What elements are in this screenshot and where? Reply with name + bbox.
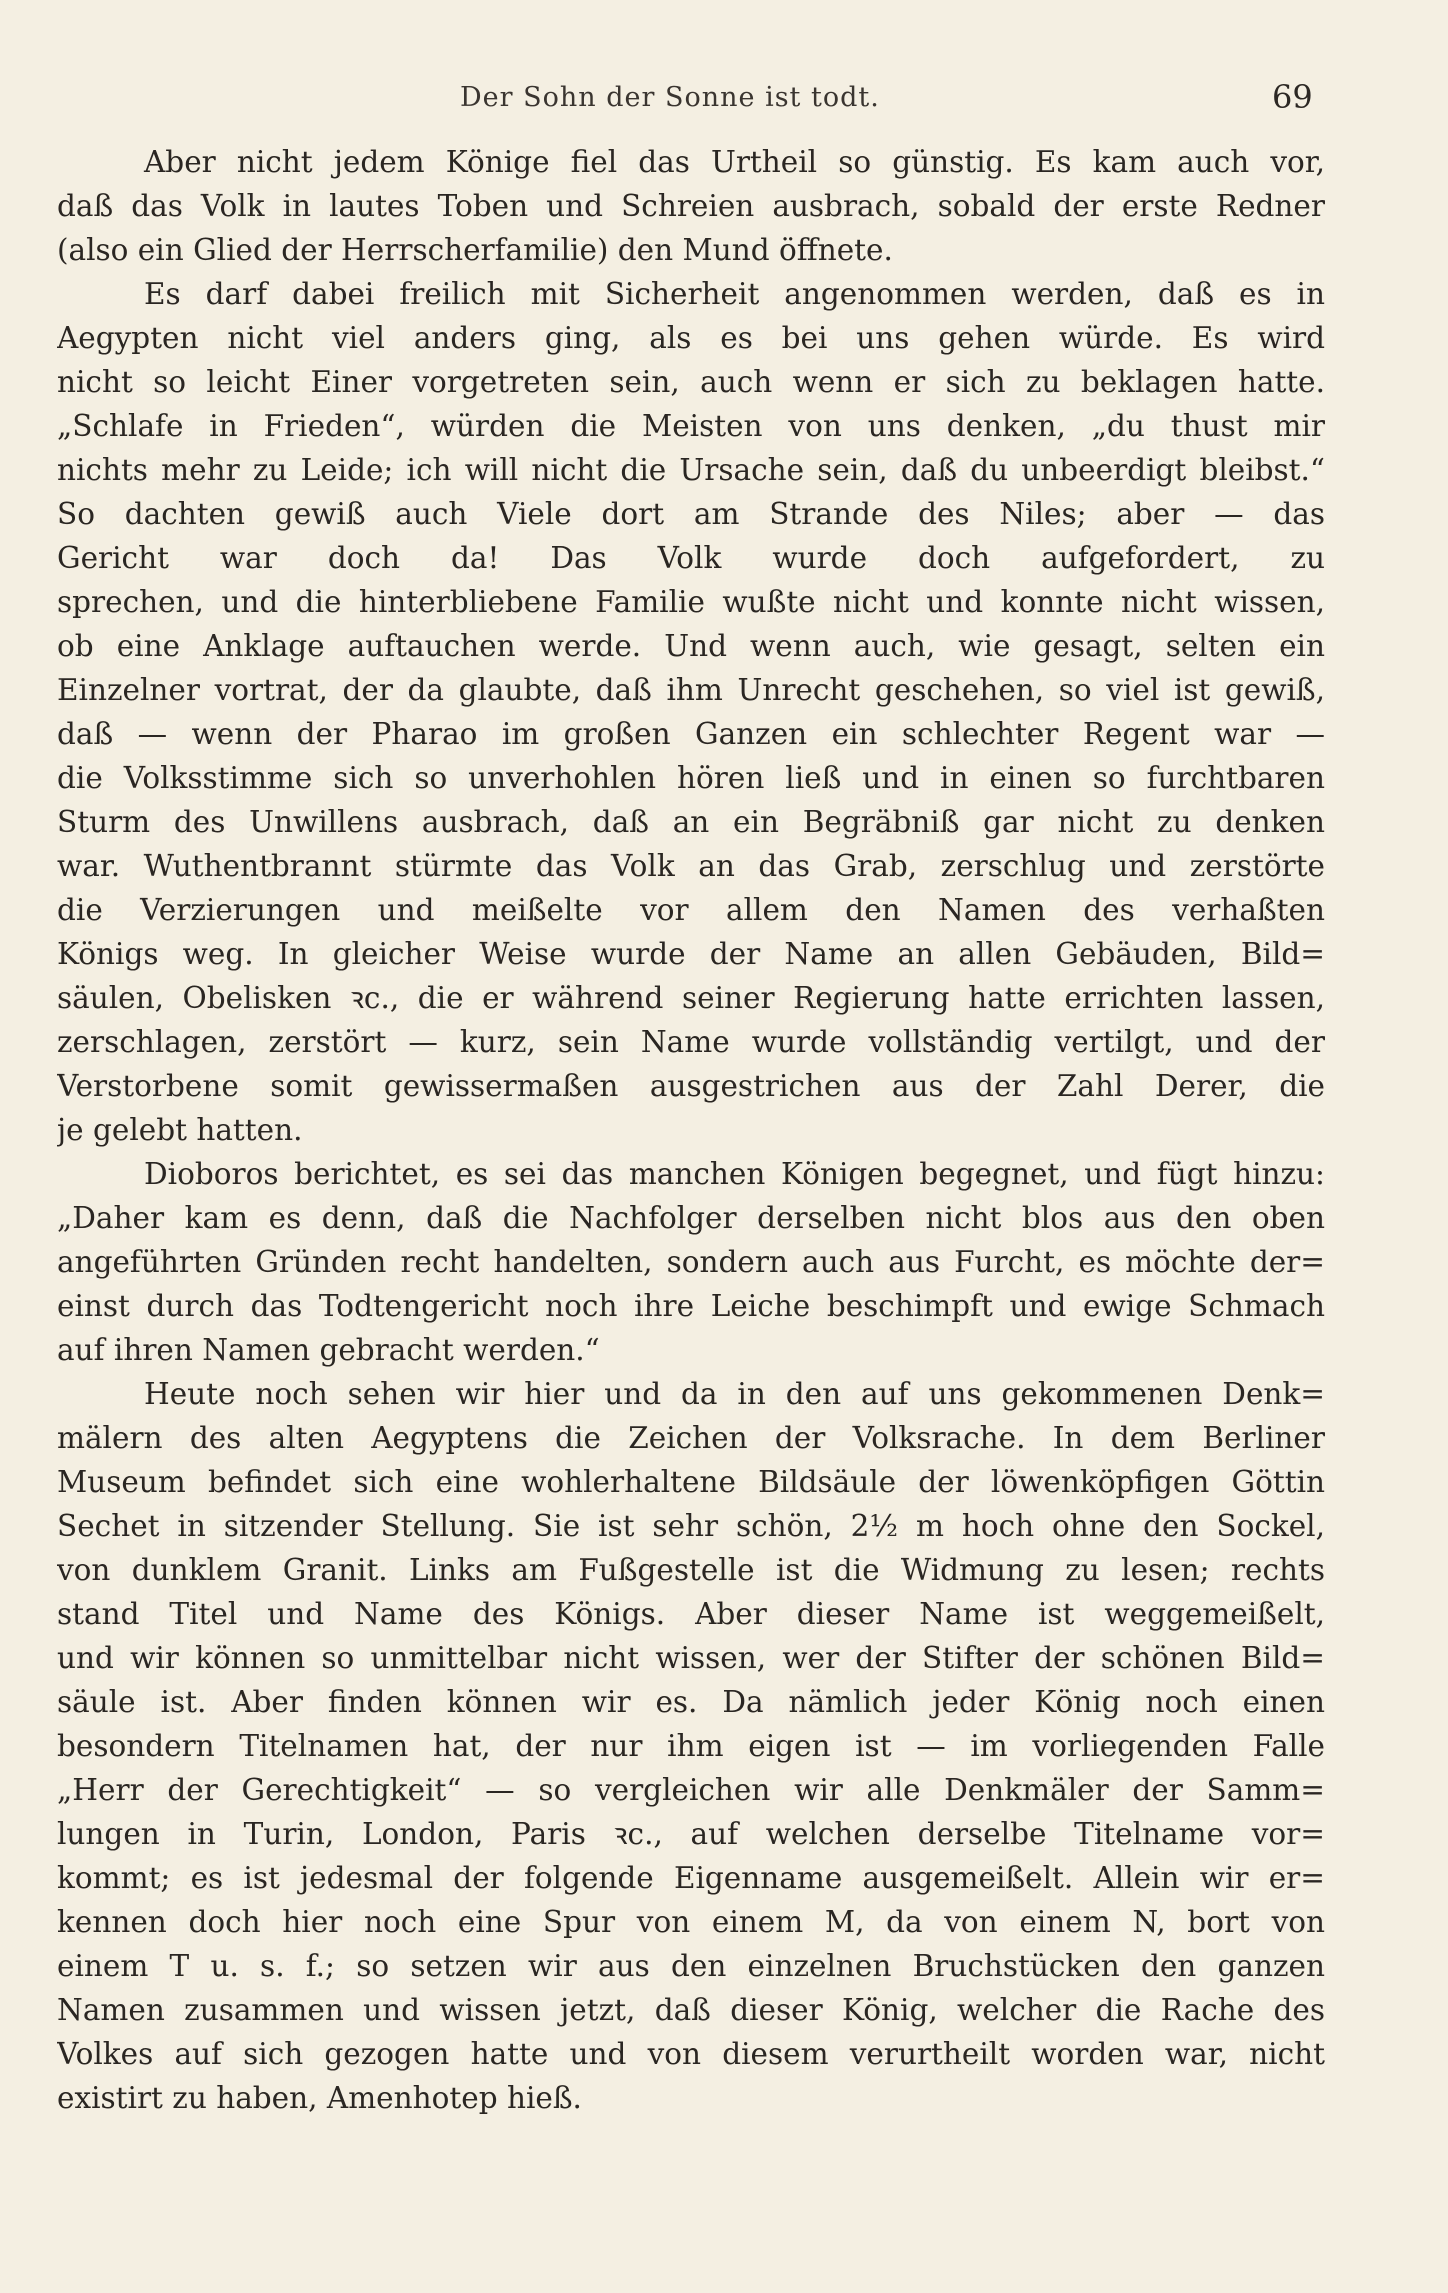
text-line: lungen in Turin, London, Paris ꝛc., auf welchen derselbe Titelname vor= [57, 1817, 1325, 1851]
text-line: einst durch das Todtengericht noch ihre Leiche beschimpft und ewige Schmach [57, 1289, 1325, 1323]
text-line: ob eine Anklage auftauchen werde. Und wenn auch, wie gesagt, selten ein [57, 629, 1325, 663]
running-title: Der Sohn der Sonne ist todt. [460, 82, 880, 113]
text-line: So dachten gewiß auch Viele dort am Strande des Niles; aber — das [57, 497, 1325, 531]
text-line: (also ein Glied der Herrscherfamilie) den Mund öffnete. [57, 233, 893, 267]
text-line: von dunklem Granit. Links am Fußgestelle ist die Widmung zu lesen; rechts [57, 1553, 1325, 1587]
text-line: säule ist. Aber finden können wir es. Da nämlich jeder König noch einen [57, 1685, 1325, 1719]
text-line: mälern des alten Aegyptens die Zeichen der Volksrache. In dem Berliner [57, 1421, 1325, 1455]
text-line: und wir können so unmittelbar nicht wissen, wer der Stifter der schönen Bild= [57, 1641, 1325, 1675]
text-line: angeführten Gründen recht handelten, sondern auch aus Furcht, es möchte der= [57, 1245, 1325, 1279]
text-line: einem T u. s. f.; so setzen wir aus den einzelnen Bruchstücken den ganzen [57, 1949, 1325, 1983]
text-line: Königs weg. In gleicher Weise wurde der Name an allen Gebäuden, Bild= [57, 937, 1325, 971]
text-line: Dioboros berichtet, es sei das manchen Königen begegnet, und fügt hinzu: [144, 1157, 1325, 1191]
text-line: „Daher kam es denn, daß die Nachfolger derselben nicht blos aus den oben [57, 1201, 1325, 1235]
text-line: nichts mehr zu Leide; ich will nicht die Ursache sein, daß du unbeerdigt bleibst.“ [57, 453, 1325, 487]
text-line: Es darf dabei freilich mit Sicherheit angenommen werden, daß es in [144, 277, 1325, 311]
text-line: die Verzierungen und meißelte vor allem den Namen des verhaßten [57, 893, 1325, 927]
text-line: existirt zu haben, Amenhotep hieß. [57, 2081, 582, 2115]
text-line: zerschlagen, zerstört — kurz, sein Name wurde vollständig vertilgt, und der [57, 1025, 1325, 1059]
text-line: kommt; es ist jedesmal der folgende Eigenname ausgemeißelt. Allein wir er= [57, 1861, 1325, 1895]
text-line: Volkes auf sich gezogen hatte und von diesem verurtheilt worden war, nicht [57, 2037, 1325, 2071]
text-line: die Volksstimme sich so unverhohlen hören ließ und in einen so furchtbaren [57, 761, 1325, 795]
text-line: Aegypten nicht viel anders ging, als es bei uns gehen würde. Es wird [57, 321, 1325, 355]
text-line: auf ihren Namen gebracht werden.“ [57, 1333, 600, 1367]
text-line: Verstorbene somit gewissermaßen ausgestrichen aus der Zahl Derer, die [57, 1069, 1325, 1103]
text-line: Aber nicht jedem Könige fiel das Urtheil so günstig. Es kam auch vor, [144, 145, 1325, 179]
text-line: „Herr der Gerechtigkeit“ — so vergleichen wir alle Denkmäler der Samm= [57, 1773, 1325, 1807]
text-line: Einzelner vortrat, der da glaubte, daß ihm Unrecht geschehen, so viel ist gewiß, [57, 673, 1325, 707]
running-header [0, 76, 1448, 126]
text-line: Museum befindet sich eine wohlerhaltene Bildsäule der löwenköpfigen Göttin [57, 1465, 1325, 1499]
text-line: besondern Titelnamen hat, der nur ihm eigen ist — im vorliegenden Falle [57, 1729, 1325, 1763]
text-line: säulen, Obelisken ꝛc., die er während seiner Regierung hatte errichten lassen, [57, 981, 1325, 1015]
text-line: „Schlafe in Frieden“, würden die Meisten von uns denken, „du thust mir [57, 409, 1325, 443]
text-line: daß — wenn der Pharao im großen Ganzen ein schlechter Regent war — [57, 717, 1325, 751]
text-line: kennen doch hier noch eine Spur von einem M, da von einem N, bort von [57, 1905, 1325, 1939]
text-line: war. Wuthentbrannt stürmte das Volk an das Grab, zerschlug und zerstörte [57, 849, 1325, 883]
text-line: Sechet in sitzender Stellung. Sie ist sehr schön, 2½ m hoch ohne den Sockel, [57, 1509, 1325, 1543]
text-line: stand Titel und Name des Königs. Aber dieser Name ist weggemeißelt, [57, 1597, 1325, 1631]
text-line: Namen zusammen und wissen jetzt, daß dieser König, welcher die Rache des [57, 1993, 1325, 2027]
page-number: 69 [1272, 78, 1313, 116]
text-line: je gelebt hatten. [57, 1113, 303, 1147]
text-line: Sturm des Unwillens ausbrach, daß an ein Begräbniß gar nicht zu denken [57, 805, 1325, 839]
body-text [57, 140, 1325, 2120]
text-line: Heute noch sehen wir hier und da in den auf uns gekommenen Denk= [144, 1377, 1325, 1411]
text-line: daß das Volk in lautes Toben und Schreien ausbrach, sobald der erste Redner [57, 189, 1325, 223]
text-line: sprechen, und die hinterbliebene Familie wußte nicht und konnte nicht wissen, [57, 585, 1325, 619]
text-line: Gericht war doch da! Das Volk wurde doch aufgefordert, zu [57, 541, 1325, 575]
text-line: nicht so leicht Einer vorgetreten sein, auch wenn er sich zu beklagen hatte. [57, 365, 1325, 399]
